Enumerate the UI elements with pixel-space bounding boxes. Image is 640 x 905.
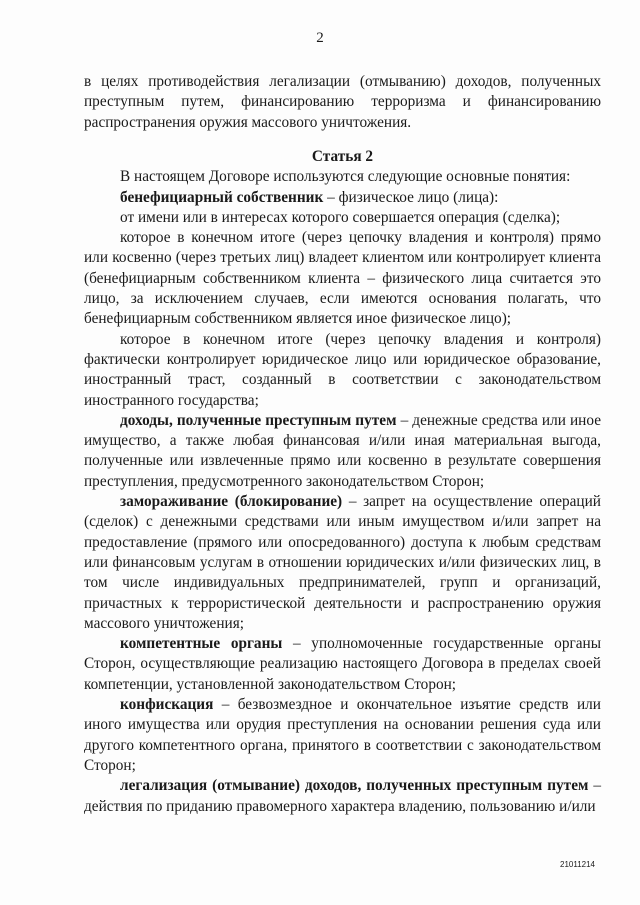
article-body — [84, 147, 601, 817]
definition-proceeds — [84, 411, 601, 492]
lead-paragraph: В настоящем Договоре используются следующие основные понятия: — [120, 168, 571, 186]
def-beneficiary: – физическое лицо (лица): — [323, 188, 499, 206]
page-number: 2 — [316, 30, 324, 46]
def-proceeds: – денежные средства или иное имущество, а также любая финансовая и/или иная материальная выгода, полученные или извлеченные прямо или косвенно в результате совершения преступления, предусмотренного законодательством Сторон; — [84, 411, 601, 490]
term-beneficiary: бенефициарный собственник — [120, 188, 324, 206]
definition-freezing — [84, 492, 601, 634]
definition-confiscation — [84, 695, 601, 776]
term-proceeds: доходы, полученные преступным путем — [120, 411, 397, 429]
def-confiscation: – безвозмездное и окончательное изъятие средств или иного имущества или орудия преступления на основании решения суда или другого компетентного органа, принятого в соответствии с законодательством Сторон; — [84, 696, 601, 774]
document-code: 21011214 — [560, 860, 595, 869]
beneficiary-item-3: которое в конечном итоге (через цепочку владения и контроля) фактически контролирует юридическое лицо или юридическое образование, иностранный траст, созданный в соответствии с законодательством иностранного государства; — [84, 330, 601, 409]
intro-paragraph: в целях противодействия легализации (отмыванию) доходов, полученных преступным путем, финансированию терроризма и финансированию распространения оружия массового уничтожения. — [84, 73, 601, 131]
definition-authorities — [84, 634, 601, 695]
definition-beneficiary — [84, 188, 601, 208]
def-freezing: – запрет на осуществление операций (сделок) с денежными средствами или иным имуществом и/или запрет на предоставление (прямого или опосредованного) доступа к любым средствам или финансовым услугам в отношении юридических и/или физических лиц, в том числе индивидуальных предпринимателей, групп и организаций, причастных к террористической деятельности и распространению оружия массового уничтожения; — [84, 493, 601, 632]
definition-legalization — [84, 776, 601, 817]
article-title: Статья 2 — [311, 148, 374, 165]
term-legalization: легализация (отмывание) доходов, полученных преступным путем — [120, 777, 589, 795]
beneficiary-item-1: от имени или в интересах которого совершается операция (сделка); — [120, 208, 561, 226]
term-freezing: замораживание (блокирование) — [120, 493, 343, 511]
intro-paragraph-block — [84, 72, 601, 133]
def-legalization: – действия по приданию правомерного характера владению, пользованию и/или — [84, 777, 601, 815]
term-authorities: компетентные органы — [120, 635, 283, 653]
term-confiscation: конфискация — [120, 696, 214, 714]
beneficiary-item-2: которое в конечном итоге (через цепочку владения и контроля) прямо или косвенно (через третьих лиц) владеет клиентом или контролирует клиента (бенефициарным собственником клиента – физического лица считается это лицо, за исключением случаев, если имеются основания полагать, что бенефициарным собственником является иное физическое лицо); — [84, 229, 601, 328]
def-authorities: – уполномоченные государственные органы Сторон, осуществляющие реализацию настоящего Договора в пределах своей компетенции, установленной законодательством Сторон; — [84, 635, 601, 693]
